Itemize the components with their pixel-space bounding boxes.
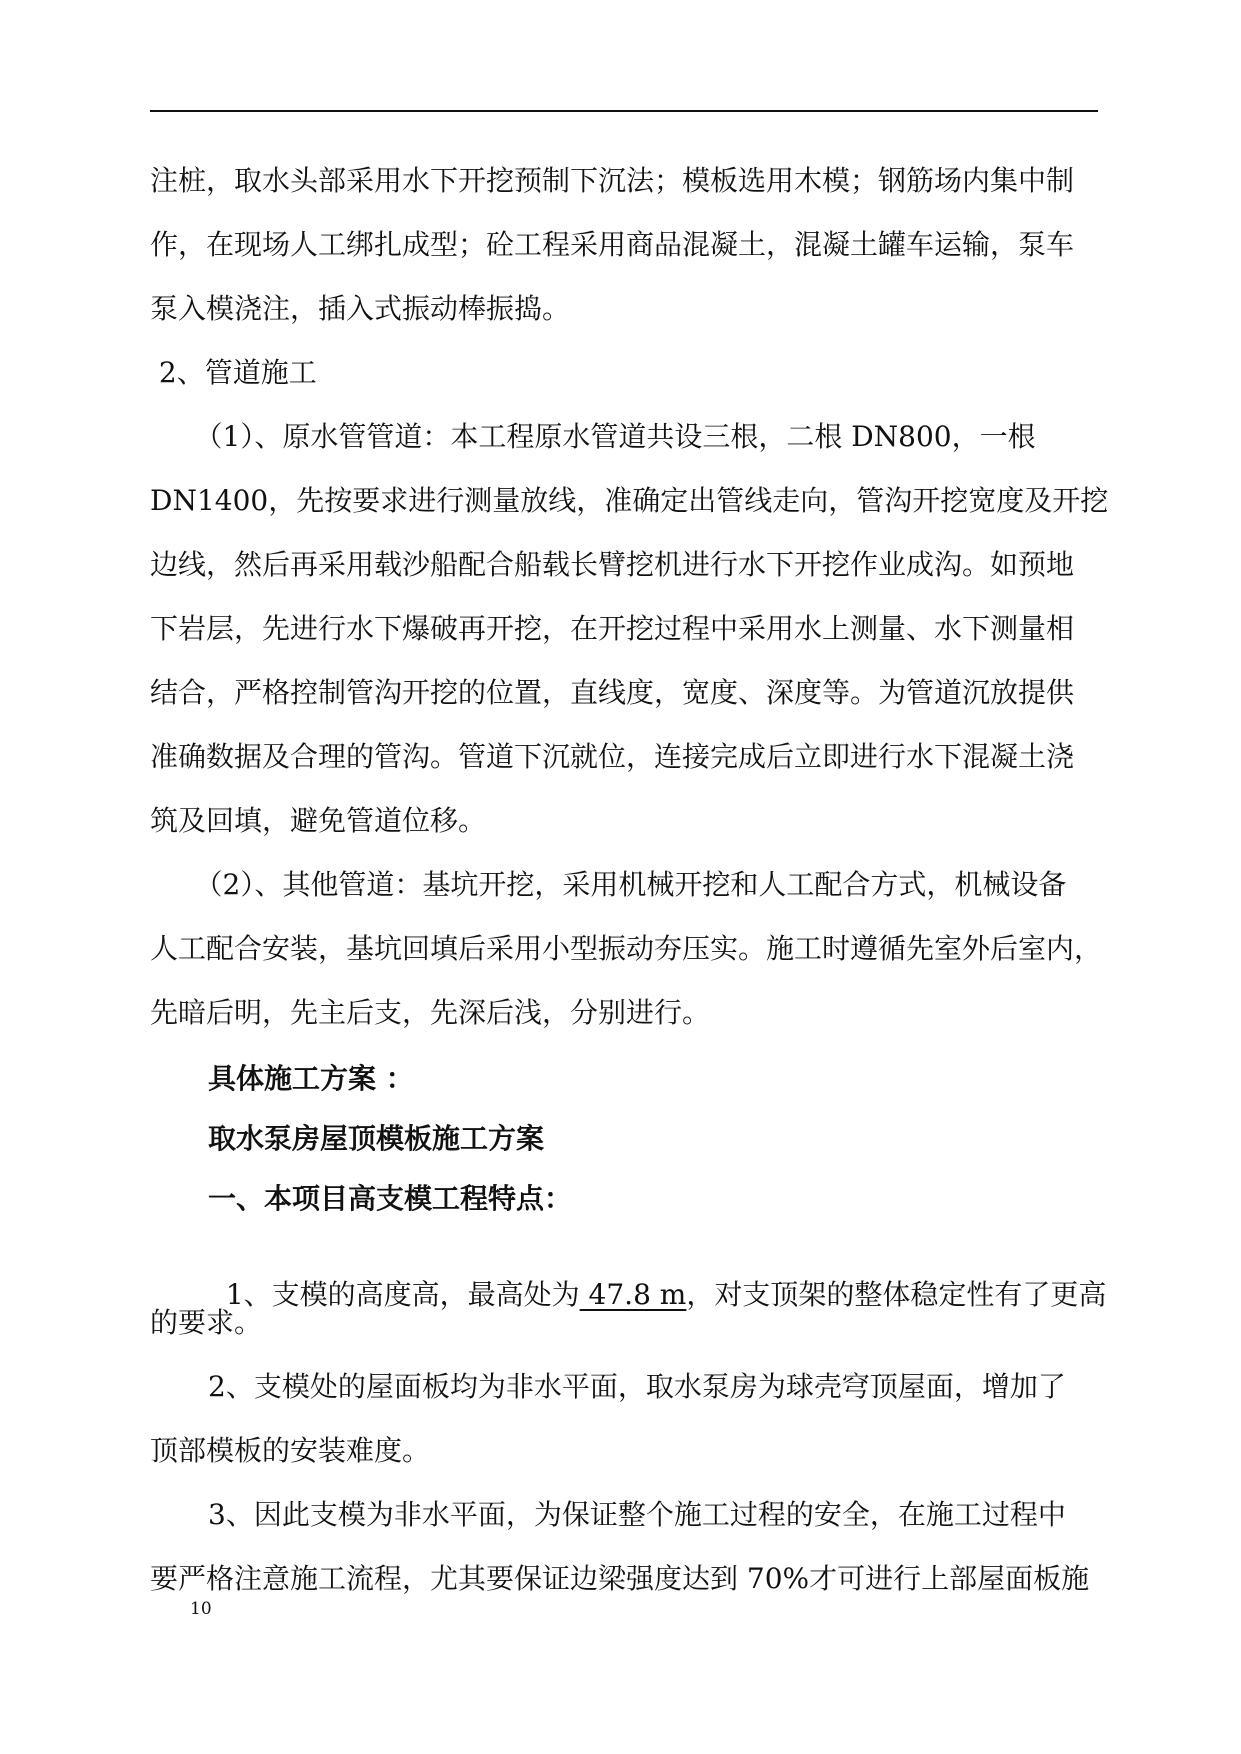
body-line: 准确数据及合理的管沟。管道下沉就位，连接完成后立即进行水下混凝土浇 — [150, 740, 1075, 773]
body-line: 下岩层，先进行水下爆破再开挖，在开挖过程中采用水上测量、水下测量相 — [150, 612, 1075, 645]
text-fragment: ，对支顶架的整体稳定性有了更高 — [686, 1278, 1107, 1311]
body-line: 2、支模处的屋面板均为非水平面，取水泵房为球壳穹顶屋面，增加了 — [208, 1370, 1066, 1403]
body-line: DN1400，先按要求进行测量放线，准确定出管线走向，管沟开挖宽度及开挖 — [150, 484, 1109, 517]
body-line: （2）、其他管道：基坑开挖，采用机械开挖和人工配合方式，机械设备 — [150, 868, 1067, 901]
height-value: 47.8 m — [579, 1278, 687, 1311]
bold-heading: 取水泵房屋顶模板施工方案 — [208, 1122, 545, 1155]
body-line: 3、因此支模为非水平面，为保证整个施工过程的安全，在施工过程中 — [208, 1498, 1066, 1531]
body-line: 结合，严格控制管沟开挖的位置，直线度，宽度、深度等。为管道沉放提供 — [150, 676, 1075, 709]
text-fragment: 1、支模的高度高，最高处为 — [225, 1278, 580, 1311]
body-line: 的要求。 — [150, 1306, 263, 1339]
body-line: 顶部模板的安装难度。 — [150, 1434, 431, 1467]
body-line: 人工配合安装，基坑回填后采用小型振动夯压实。施工时遵循先室外后室内， — [150, 932, 1103, 965]
body-line: 要严格注意施工流程，尤其要保证边梁强度达到 70%才可进行上部屋面板施 — [150, 1562, 1090, 1595]
page-number: 10 — [190, 1599, 212, 1619]
body-line: 边线，然后再采用载沙船配合船载长臂挖机进行水下开挖作业成沟。如预地 — [150, 548, 1075, 581]
bold-heading: 一、本项目高支模工程特点： — [208, 1182, 573, 1215]
body-line: 泵入模浇注，插入式振动棒振捣。 — [150, 292, 571, 325]
body-line: 先暗后明，先主后支，先深后浅，分别进行。 — [150, 996, 711, 1029]
bold-heading: 具体施工方案 ： — [208, 1062, 414, 1095]
body-line: 注桩，取水头部采用水下开挖预制下沉法；模板选用木模；钢筋场内集中制 — [150, 164, 1075, 197]
body-line: （1）、原水管管道：本工程原水管道共设三根，二根 DN800，一根 — [150, 420, 1036, 453]
body-line: 作，在现场人工绑扎成型；砼工程采用商品混凝土，混凝土罐车运输，泵车 — [150, 228, 1075, 261]
section-heading: 2、管道施工 — [150, 356, 317, 389]
header-rule — [150, 110, 1098, 112]
body-line — [208, 1244, 1108, 1312]
body-line: 筑及回填，避免管道位移。 — [150, 804, 487, 837]
